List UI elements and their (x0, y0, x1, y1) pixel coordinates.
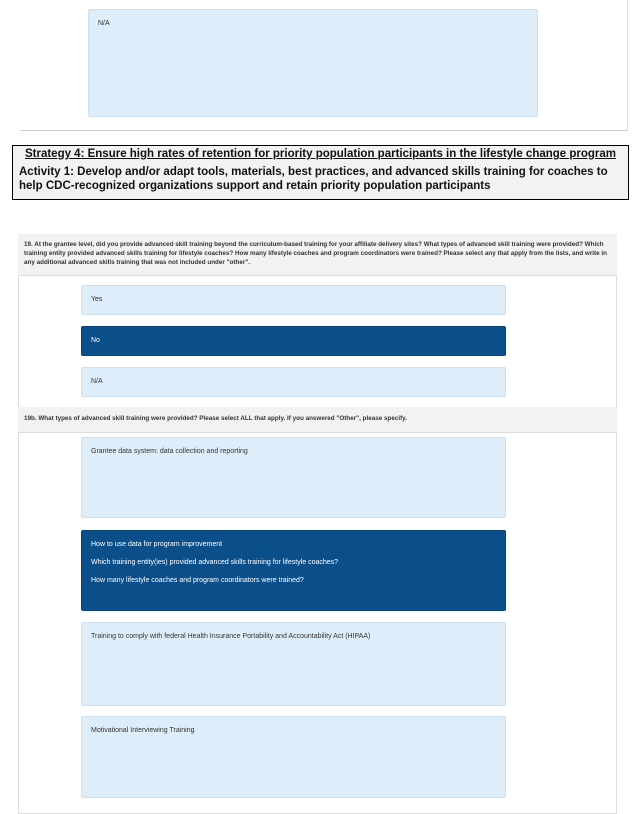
option-label: How to use data for program improvement (91, 541, 223, 548)
option-na[interactable]: N/A (81, 367, 506, 397)
top-answer-box[interactable]: N/A (88, 9, 538, 117)
option-label: How many lifestyle coaches and program coordinators were trained? (91, 577, 304, 584)
training-option-motivational-interviewing[interactable] (81, 716, 506, 798)
q19b-header: 19b. What types of advanced skill training were provided? Please select ALL that apply. If you answered "Other", please specify. (18, 407, 617, 433)
strategy-box (12, 145, 629, 200)
option-label: Training to comply with federal Health Insurance Portability and Accountability Act (HIPAA) (91, 633, 371, 640)
q19-header: 19. At the grantee level, did you provide advanced skill training beyond the curriculum-based training for your affiliate delivery sites? What types of advanced skill training were provided? Which training entity provided advanced skills training for lifestyle coaches? How many lifestyle coaches and program coordinators were trained? Please select any that apply from the lists, and write in any additional advanced skills training that was not included under "other". (18, 234, 617, 276)
option-no[interactable]: No (81, 326, 506, 356)
training-option-data-improvement[interactable] (81, 530, 506, 611)
strategy-title: Strategy 4: Ensure high rates of retention for priority population participants in the lifestyle change program (24, 148, 617, 160)
training-option-data-system[interactable] (81, 437, 506, 518)
option-yes[interactable]: Yes (81, 285, 506, 315)
training-option-hipaa[interactable] (81, 622, 506, 706)
activity-text: Activity 1: Develop and/or adapt tools, materials, best practices, and advanced skills training for coaches to help CDC-recognized organizations support and retain priority population participants (19, 166, 608, 192)
option-label: Motivational Interviewing Training (91, 727, 195, 734)
option-label: Grantee data system: data collection and reporting (91, 448, 248, 455)
option-label: Which training entity(ies) provided advanced skills training for lifestyle coaches? (91, 559, 339, 566)
